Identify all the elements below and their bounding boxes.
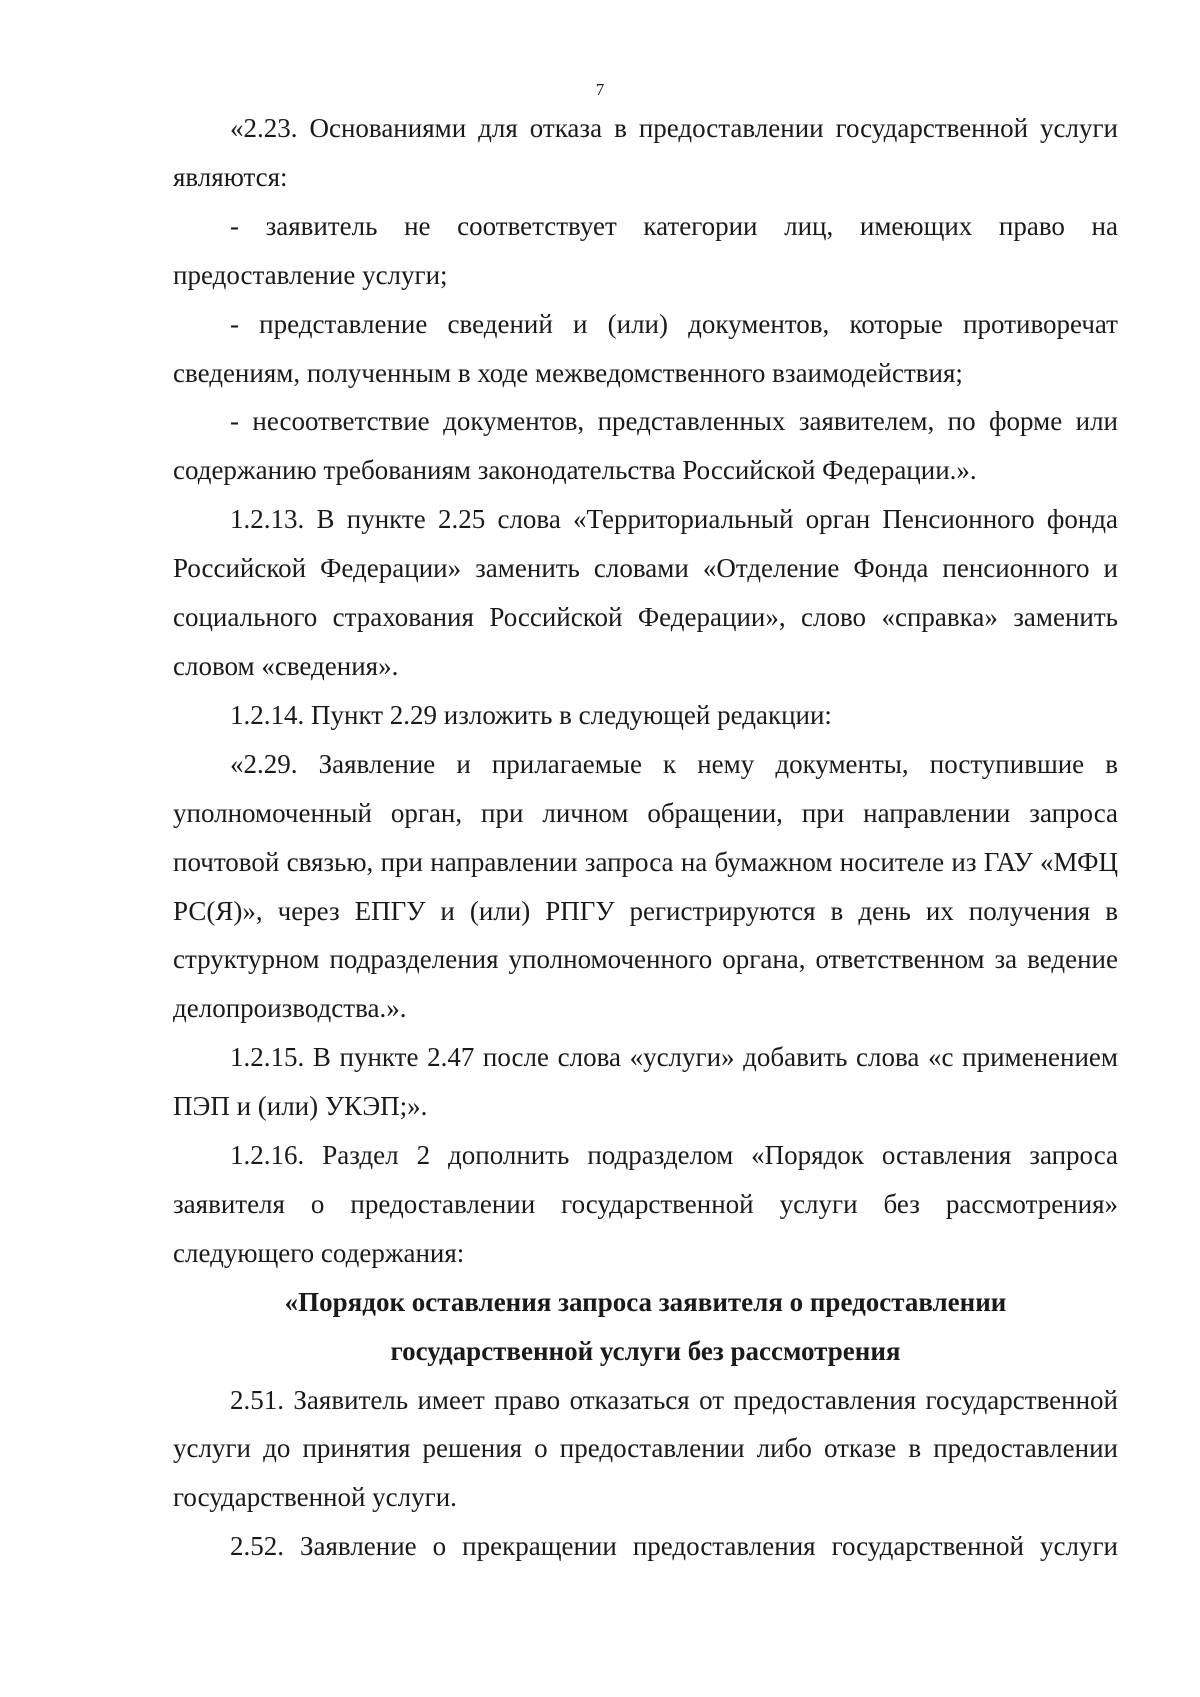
list-item-category: - заявитель не соответствует категории лиц, имеющих право на предоставление услуги;	[173, 210, 1118, 290]
page-number: 7	[595, 80, 605, 99]
section-heading-line-2: государственной услуги без рассмотрения	[390, 1335, 901, 1366]
paragraph-1-2-14: 1.2.14. Пункт 2.29 изложить в следующей редакции:	[230, 699, 832, 730]
paragraph-2-51: 2.51. Заявитель имеет право отказаться от предоставления государственной услуги до принятия решения о предоставлении либо отказе в предоставлении государственной услуги.	[173, 1384, 1118, 1513]
paragraph-1-2-13: 1.2.13. В пункте 2.25 слова «Территориальный орган Пенсионного фонда Российской Федерации» заменить словами «Отделение Фонда пенсионного и социального страхования Российской Федерации», слово «справка» заменить словом «сведения».	[173, 504, 1118, 681]
paragraph-2-29: «2.29. Заявление и прилагаемые к нему документы, поступившие в уполномоченный орган, при личном обращении, при направлении запроса почтовой связью, при направлении запроса на бумажном носителе из ГАУ «МФЦ РС(Я)», через ЕПГУ и (или) РПГУ регистрируются в день их получения в структурном подразделения уполномоченного органа, ответственном за ведение делопроизводства.».	[173, 748, 1118, 1024]
list-item-contradicting-info: - представление сведений и (или) документов, которые противоречат сведениям, полученным в ходе межведомственного взаимодействия;	[173, 308, 1118, 388]
section-heading-line-1: «Порядок оставления запроса заявителя о предоставлении	[284, 1286, 1007, 1317]
document-body	[173, 104, 1118, 1571]
paragraph-2-52: 2.52. Заявление о прекращении предоставления государственной услуги	[230, 1531, 1118, 1562]
paragraph-1-2-15: 1.2.15. В пункте 2.47 после слова «услуги» добавить слова «с применением ПЭП и (или) УКЭП;».	[173, 1042, 1118, 1122]
paragraph-1-2-16: 1.2.16. Раздел 2 дополнить подразделом «Порядок оставления запроса заявителя о предоставлении государственной услуги без рассмотрения» следующего содержания:	[173, 1140, 1118, 1268]
list-item-document-mismatch: - несоответствие документов, представленных заявителем, по форме или содержанию требованиям законодательства Российской Федерации.».	[173, 406, 1118, 486]
section-heading	[173, 1278, 1118, 1376]
paragraph-2-23: «2.23. Основаниями для отказа в предоставлении государственной услуги являются:	[173, 113, 1118, 192]
